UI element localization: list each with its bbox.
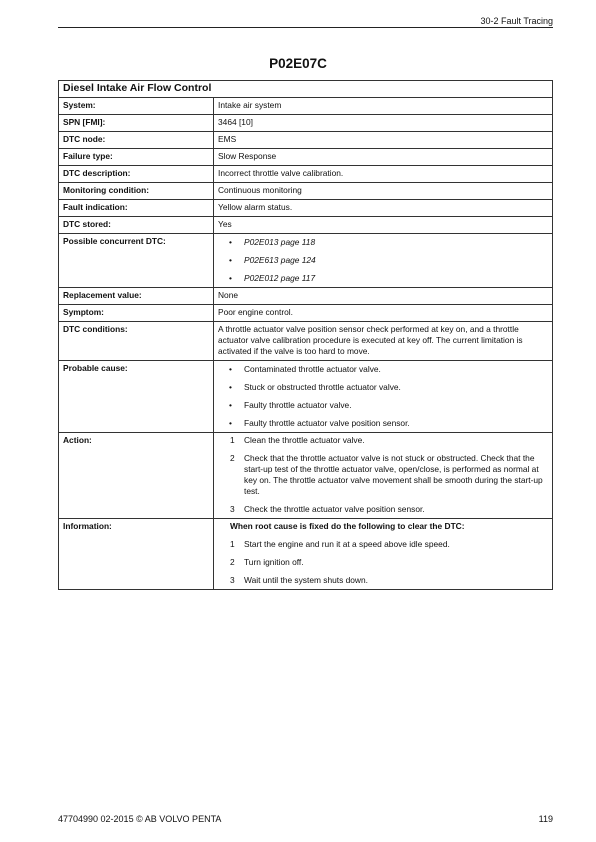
row-value: Incorrect throttle valve calibration. (214, 166, 553, 183)
table-row (59, 98, 553, 115)
bullet-icon: • (229, 418, 232, 428)
list-item[interactable] (218, 237, 548, 248)
row-label: Symptom: (59, 305, 214, 322)
dtc-link[interactable]: P02E013 page 118 (244, 237, 316, 247)
table-title-row (59, 81, 553, 98)
row-value (214, 433, 553, 519)
row-value (214, 234, 553, 288)
step-text: Turn ignition off. (244, 557, 304, 567)
row-value (214, 519, 553, 590)
information-steps (218, 539, 548, 586)
bullet-icon: • (229, 400, 232, 410)
row-label: Possible concurrent DTC: (59, 234, 214, 288)
row-label: DTC node: (59, 132, 214, 149)
row-label: DTC stored: (59, 217, 214, 234)
step-text: Start the engine and run it at a speed above idle speed. (244, 539, 450, 549)
row-label: Monitoring condition: (59, 183, 214, 200)
table-row (59, 288, 553, 305)
row-value: None (214, 288, 553, 305)
row-value: Poor engine control. (214, 305, 553, 322)
dtc-link[interactable]: P02E012 page 117 (244, 273, 316, 283)
list-item (218, 557, 548, 568)
row-value: EMS (214, 132, 553, 149)
footer-doc-info: 47704990 02-2015 © AB VOLVO PENTA (58, 814, 222, 824)
list-item[interactable] (218, 255, 548, 266)
row-label: Fault indication: (59, 200, 214, 217)
list-item (218, 453, 548, 497)
row-value: 3464 [10] (214, 115, 553, 132)
row-label: Action: (59, 433, 214, 519)
step-number: 1 (230, 539, 235, 549)
table-row (59, 217, 553, 234)
table-row (59, 132, 553, 149)
bullet-icon: • (229, 364, 232, 374)
step-text: Clean the throttle actuator valve. (244, 435, 365, 445)
step-number: 2 (230, 557, 235, 567)
row-value: Intake air system (214, 98, 553, 115)
table-row (59, 115, 553, 132)
probable-cause-list (218, 364, 548, 429)
page-title: P02E07C (269, 56, 327, 71)
bullet-icon: • (229, 237, 232, 247)
table-row (59, 234, 553, 288)
step-number: 2 (230, 453, 235, 463)
row-value: A throttle actuator valve position sensor check performed at key on, and a throttle actuator valve calibration procedure is executed at key off. The current limitation is activated if the valve is too hard to move. (214, 322, 553, 361)
row-label: DTC conditions: (59, 322, 214, 361)
action-steps (218, 435, 548, 515)
row-label: Probable cause: (59, 361, 214, 433)
row-value: Slow Response (214, 149, 553, 166)
cause-text: Faulty throttle actuator valve position sensor. (244, 418, 410, 428)
row-label: SPN [FMI]: (59, 115, 214, 132)
list-item[interactable] (218, 273, 548, 284)
step-text: Wait until the system shuts down. (244, 575, 368, 585)
list-item (218, 382, 548, 393)
list-item (218, 435, 548, 446)
list-item (218, 418, 548, 429)
fault-table (58, 80, 553, 590)
row-value: Yes (214, 217, 553, 234)
row-value: Continuous monitoring (214, 183, 553, 200)
step-number: 1 (230, 435, 235, 445)
dtc-link[interactable]: P02E613 page 124 (244, 255, 316, 265)
table-row (59, 149, 553, 166)
step-number: 3 (230, 575, 235, 585)
bullet-icon: • (229, 273, 232, 283)
list-item (218, 575, 548, 586)
step-text: Check the throttle actuator valve position sensor. (244, 504, 425, 514)
table-title: Diesel Intake Air Flow Control (59, 81, 553, 98)
cause-text: Stuck or obstructed throttle actuator valve. (244, 382, 401, 392)
row-label: Failure type: (59, 149, 214, 166)
list-item (218, 364, 548, 375)
row-label: System: (59, 98, 214, 115)
step-number: 3 (230, 504, 235, 514)
cause-text: Contaminated throttle actuator valve. (244, 364, 381, 374)
bullet-icon: • (229, 255, 232, 265)
row-label: Information: (59, 519, 214, 590)
table-row (59, 166, 553, 183)
row-label: DTC description: (59, 166, 214, 183)
footer-page-number: 119 (538, 814, 553, 824)
table-row (59, 361, 553, 433)
table-row (59, 200, 553, 217)
concurrent-dtc-list (218, 237, 548, 284)
row-label: Replacement value: (59, 288, 214, 305)
step-text: Check that the throttle actuator valve is not stuck or obstructed. Check that the start-up test of the throttle actuator valve, open/close, is performed as normal at key on. The throttle actuator valve movement shall be smooth during the start-up test. (244, 453, 543, 496)
bullet-icon: • (229, 382, 232, 392)
table-row (59, 322, 553, 361)
table-row (59, 519, 553, 590)
row-value (214, 361, 553, 433)
table-row (59, 433, 553, 519)
information-heading: When root cause is fixed do the following to clear the DTC: (230, 521, 465, 531)
header-divider (58, 27, 553, 28)
list-item (218, 504, 548, 515)
cause-text: Faulty throttle actuator valve. (244, 400, 352, 410)
section-header: 30-2 Fault Tracing (480, 16, 553, 26)
row-value: Yellow alarm status. (214, 200, 553, 217)
list-item (218, 539, 548, 550)
table-row (59, 183, 553, 200)
list-item (218, 400, 548, 411)
table-row (59, 305, 553, 322)
